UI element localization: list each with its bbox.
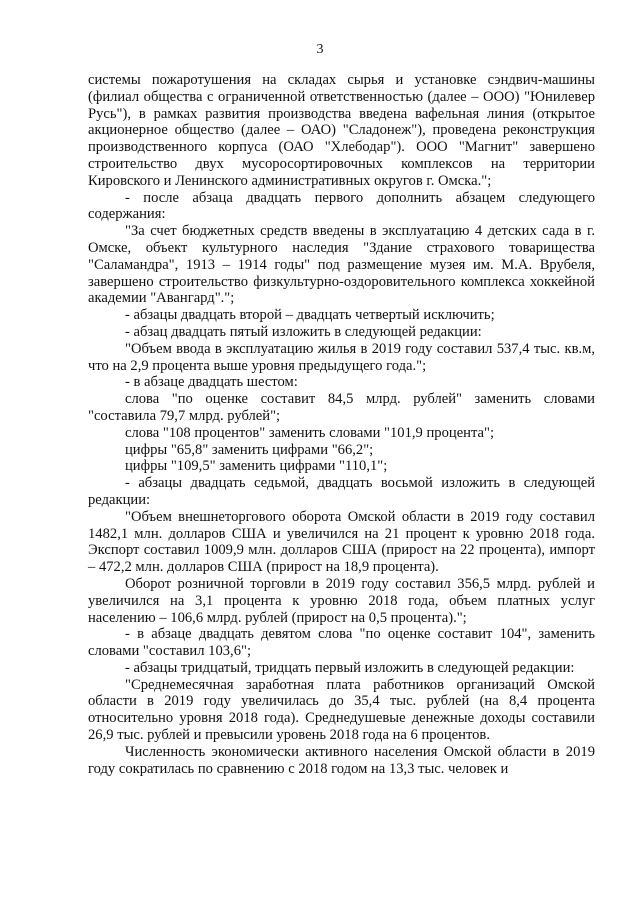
paragraph: - после абзаца двадцать первого дополнить абзацем следующего содержания:	[88, 189, 595, 223]
paragraph: "Среднемесячная заработная плата работников организаций Омской области в 2019 году увеличилась до 35,4 тыс. рублей (на 8,4 процента относительно уровня 2018 года). Среднедушевые денежные доходы составили 26,9 тыс. рублей и превысили уровень 2018 года на 6 процентов.	[88, 676, 595, 744]
paragraph: Численность экономически активного населения Омской области в 2019 году сократилась по сравнению с 2018 годом на 13,3 тыс. человек и	[88, 743, 595, 777]
paragraph: - абзацы двадцать седьмой, двадцать восьмой изложить в следующей редакции:	[88, 475, 595, 508]
paragraph: Оборот розничной торговли в 2019 году составил 356,5 млрд. рублей и увеличился на 3,1 процента к уровню 2018 года, объем платных услуг населению – 106,6 млрд. рублей (прирост на 0,5 процента).";	[88, 575, 595, 626]
paragraph: системы пожаротушения на складах сырья и установке сэндвич-машины (филиал общества с ограниченной ответственностью (далее – ООО) "Юнилевер Русь"), в рамках развития производства введена вафельная линия (открытое акционерное общество (далее – ОАО) "Сладонеж"), проведена реконструкция производственного корпуса (ОАО "Хлебодар"). ООО "Магнит" завершено строительство двух мусоросортировочных комплексов на территории Кировского и Ленинского административных округов г. Омска.";	[88, 72, 595, 189]
paragraph: - абзацы двадцать второй – двадцать четвертый исключить;	[125, 307, 495, 324]
paragraph: - абзацы тридцатый, тридцать первый изложить в следующей редакции:	[125, 659, 575, 676]
paragraph: "За счет бюджетных средств введены в эксплуатацию 4 детских сада в г. Омске, объект культурного наследия "Здание страхового товарищества "Саламандра", 1913 – 1914 годы" под размещение музея им. М.А. Врубеля, завершено строительство физкультурно-оздоровительного комплекса хоккейной академии "Авангард".";	[88, 223, 595, 307]
paragraph: "Объем ввода в эксплуатацию жилья в 2019 году составил 537,4 тыс. кв.м, что на 2,9 процента выше уровня предыдущего года.";	[88, 340, 595, 374]
paragraph: слова "108 процентов" заменить словами "101,9 процента";	[125, 424, 495, 441]
paragraph: - абзац двадцать пятый изложить в следующей редакции:	[125, 323, 482, 340]
document-body	[88, 72, 595, 777]
paragraph: цифры "65,8" заменить цифрами "66,2";	[125, 441, 374, 458]
page-number: 3	[316, 42, 324, 57]
paragraph: слова "по оценке составит 84,5 млрд. рублей" заменить словами "составила 79,7 млрд. рублей";	[88, 391, 595, 424]
paragraph: - в абзаце двадцать девятом слова "по оценке составит 104", заменить словами "составил 103,6";	[88, 626, 595, 660]
paragraph: цифры "109,5" заменить цифрами "110,1";	[125, 458, 388, 475]
paragraph: "Объем внешнеторгового оборота Омской области в 2019 году составил 1482,1 млн. долларов США и увеличился на 21 процент к уровню 2018 года. Экспорт составил 1009,9 млн. долларов США (прирост на 22 процента), импорт – 472,2 млн. долларов США (прирост на 18,9 процента).	[88, 508, 595, 576]
paragraph: - в абзаце двадцать шестом:	[125, 374, 298, 391]
